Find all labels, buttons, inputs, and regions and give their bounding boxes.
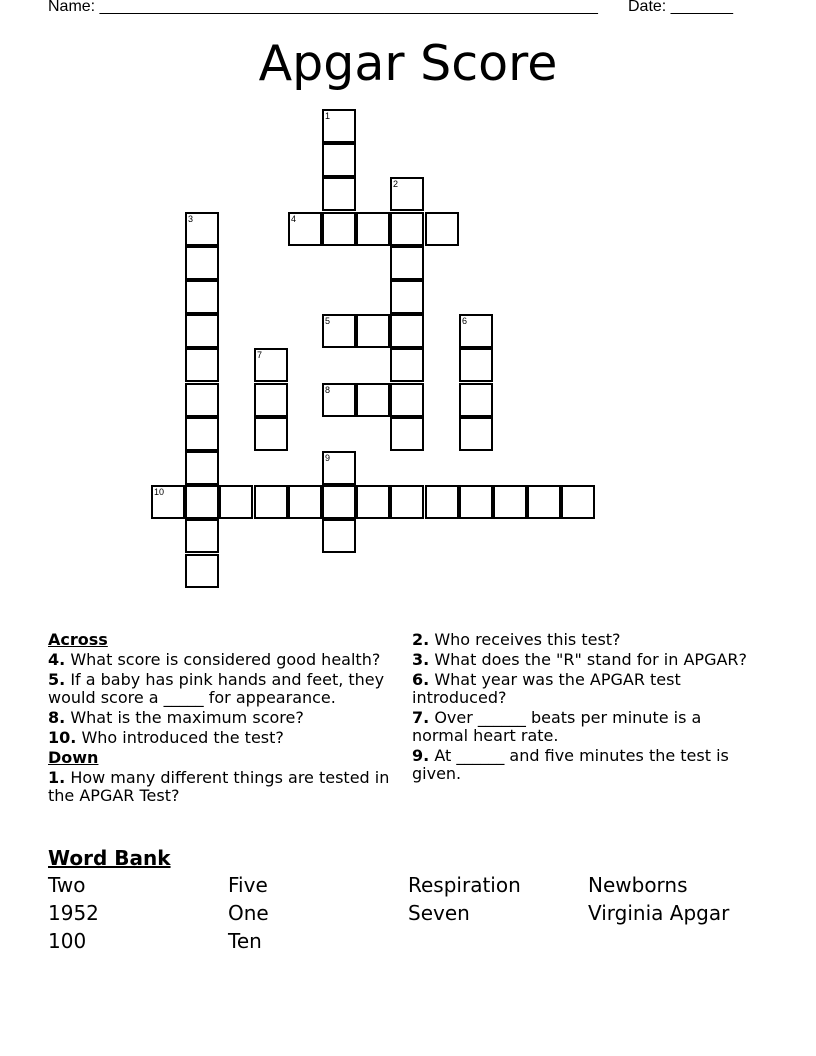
clue-text: What is the maximum score?: [70, 708, 304, 727]
crossword-cell[interactable]: [356, 314, 390, 348]
word-bank-item: Two: [48, 873, 86, 897]
down-clue-6: [412, 671, 752, 707]
crossword-cell[interactable]: [288, 485, 322, 519]
crossword-cell[interactable]: [322, 212, 356, 246]
crossword-cell[interactable]: [459, 314, 493, 348]
crossword-cell[interactable]: [254, 383, 288, 417]
word-bank-item: Respiration: [408, 873, 521, 897]
word-bank-item: One: [228, 901, 269, 925]
crossword-cell[interactable]: [185, 212, 219, 246]
clue-text: How many different things are tested in the APGAR Test?: [48, 768, 390, 805]
across-heading: Across: [48, 630, 108, 649]
clue-number-label: 3: [188, 214, 194, 224]
crossword-cell[interactable]: [254, 417, 288, 451]
crossword-cell[interactable]: [185, 280, 219, 314]
crossword-cell[interactable]: [185, 383, 219, 417]
word-bank-title: Word Bank: [48, 846, 171, 870]
down-clue-2: [412, 631, 752, 649]
clue-number-label: 8: [325, 385, 331, 395]
down-clue-7: [412, 709, 752, 745]
clue-number-label: 5: [325, 316, 331, 326]
clue-number: 10.: [48, 728, 77, 747]
crossword-cell[interactable]: [459, 383, 493, 417]
clue-number: 5.: [48, 670, 66, 689]
crossword-cell[interactable]: [390, 280, 424, 314]
clue-number-label: 2: [393, 179, 399, 189]
crossword-cell[interactable]: [322, 383, 356, 417]
crossword-cell[interactable]: [185, 246, 219, 280]
crossword-cell[interactable]: [390, 177, 424, 211]
crossword-cell[interactable]: [254, 485, 288, 519]
clue-number-label: 1: [325, 111, 331, 121]
crossword-cell[interactable]: [390, 212, 424, 246]
clue-text: Who introduced the test?: [81, 728, 284, 747]
crossword-cell[interactable]: [322, 519, 356, 553]
word-bank-item: Ten: [228, 929, 262, 953]
crossword-cell[interactable]: [185, 554, 219, 588]
crossword-cell[interactable]: [459, 348, 493, 382]
date-field-line: Date: _______: [628, 0, 733, 15]
across-clue-4: [48, 651, 403, 669]
crossword-cell[interactable]: [390, 485, 424, 519]
clue-number: 1.: [48, 768, 66, 787]
name-field-line: Name: ________________________________________________________: [48, 0, 598, 15]
crossword-cell[interactable]: [425, 212, 459, 246]
clues-left-column: [48, 631, 403, 807]
clue-number: 3.: [412, 650, 430, 669]
crossword-cell[interactable]: [390, 383, 424, 417]
crossword-cell[interactable]: [288, 212, 322, 246]
crossword-cell[interactable]: [390, 246, 424, 280]
word-bank-item: 100: [48, 929, 87, 953]
clue-text: At ______ and five minutes the test is given.: [412, 746, 729, 783]
crossword-cell[interactable]: [185, 519, 219, 553]
crossword-cell[interactable]: [459, 485, 493, 519]
crossword-cell[interactable]: [322, 143, 356, 177]
crossword-cell[interactable]: [322, 485, 356, 519]
clue-number: 8.: [48, 708, 66, 727]
clue-number: 9.: [412, 746, 430, 765]
crossword-cell[interactable]: [527, 485, 561, 519]
clue-number-label: 9: [325, 453, 331, 463]
crossword-cell[interactable]: [219, 485, 253, 519]
crossword-cell[interactable]: [425, 485, 459, 519]
crossword-cell[interactable]: [322, 314, 356, 348]
across-clue-8: [48, 709, 403, 727]
down-heading: Down: [48, 748, 99, 767]
crossword-cell[interactable]: [390, 314, 424, 348]
crossword-cell[interactable]: [561, 485, 595, 519]
crossword-cell[interactable]: [322, 109, 356, 143]
down-clue-3: [412, 651, 752, 669]
crossword-cell[interactable]: [151, 485, 185, 519]
clue-text: What does the "R" stand for in APGAR?: [434, 650, 748, 669]
word-bank-item: Seven: [408, 901, 470, 925]
clue-number: 2.: [412, 630, 430, 649]
clue-number-label: 7: [257, 350, 263, 360]
word-bank-list: [48, 874, 768, 952]
crossword-cell[interactable]: [185, 451, 219, 485]
clues-right-column: [412, 631, 752, 785]
crossword-cell[interactable]: [185, 314, 219, 348]
across-clue-5: [48, 671, 403, 707]
crossword-cell[interactable]: [459, 417, 493, 451]
crossword-cell[interactable]: [356, 212, 390, 246]
down-clue-1: [48, 769, 403, 805]
clue-number-label: 4: [291, 214, 297, 224]
word-bank-item: Virginia Apgar: [588, 901, 730, 925]
crossword-cell[interactable]: [254, 348, 288, 382]
clue-number-label: 10: [154, 487, 165, 497]
crossword-cell[interactable]: [185, 485, 219, 519]
down-clue-9: [412, 747, 752, 783]
crossword-cell[interactable]: [322, 451, 356, 485]
clue-number: 7.: [412, 708, 430, 727]
across-clue-10: [48, 729, 403, 747]
word-bank-item: 1952: [48, 901, 99, 925]
crossword-cell[interactable]: [493, 485, 527, 519]
word-bank-item: Newborns: [588, 873, 688, 897]
crossword-cell[interactable]: [185, 348, 219, 382]
word-bank-item: Five: [228, 873, 268, 897]
crossword-cell[interactable]: [390, 348, 424, 382]
page-title: Apgar Score: [258, 35, 558, 92]
clue-number: 6.: [412, 670, 430, 689]
clue-text: If a baby has pink hands and feet, they would score a _____ for appearance.: [48, 670, 385, 707]
crossword-cell[interactable]: [390, 417, 424, 451]
crossword-cell[interactable]: [356, 485, 390, 519]
clue-number: 4.: [48, 650, 66, 669]
crossword-cell[interactable]: [185, 417, 219, 451]
clue-number-label: 6: [462, 316, 468, 326]
clue-text: Over ______ beats per minute is a normal heart rate.: [412, 708, 702, 745]
clue-text: What score is considered good health?: [70, 650, 381, 669]
clue-text: What year was the APGAR test introduced?: [412, 670, 681, 707]
clue-text: Who receives this test?: [434, 630, 621, 649]
crossword-cell[interactable]: [356, 383, 390, 417]
crossword-cell[interactable]: [322, 177, 356, 211]
word-bank: [48, 846, 768, 952]
